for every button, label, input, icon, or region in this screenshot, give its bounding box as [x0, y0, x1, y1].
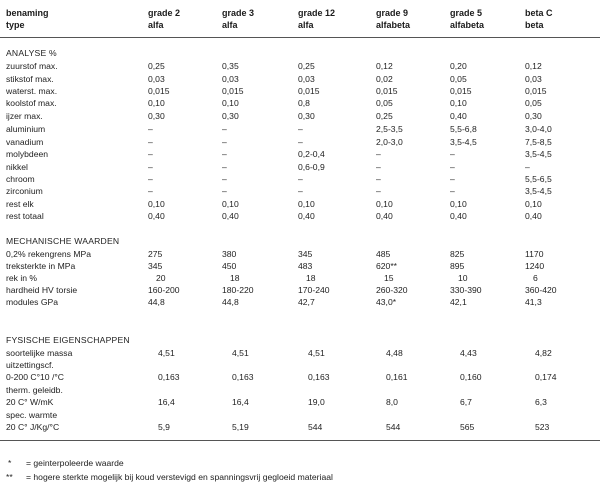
value-cell: –	[222, 174, 227, 184]
value-cell: 275	[148, 249, 163, 259]
row-label: nikkel	[6, 162, 28, 172]
value-cell: 523	[535, 422, 550, 432]
value-cell: 345	[148, 261, 163, 271]
value-cell: 0,10	[148, 199, 165, 209]
value-cell: 345	[298, 249, 313, 259]
row-label: hardheid HV torsie	[6, 285, 78, 295]
value-cell: 2,0-3,0	[376, 137, 403, 147]
value-cell: 0,174	[535, 372, 557, 382]
value-cell: 0,10	[222, 199, 239, 209]
value-cell: –	[450, 186, 455, 196]
value-cell: 0,20	[450, 61, 467, 71]
value-cell: 450	[222, 261, 237, 271]
footnote-mark: **	[6, 472, 13, 482]
value-cell: 18	[306, 273, 316, 283]
value-cell: 16,4	[232, 397, 249, 407]
value-cell: 4,51	[308, 348, 325, 358]
value-cell: 5,5-6,5	[525, 174, 552, 184]
value-cell: 160-200	[148, 285, 180, 295]
value-cell: 16,4	[158, 397, 175, 407]
value-cell: –	[148, 162, 153, 172]
value-cell: –	[148, 174, 153, 184]
value-cell: 0,40	[525, 211, 542, 221]
value-cell: 380	[222, 249, 237, 259]
row-label: soortelijke massa	[6, 348, 73, 358]
value-cell: 0,25	[376, 111, 393, 121]
value-cell: 0,10	[525, 199, 542, 209]
value-cell: 0,163	[158, 372, 180, 382]
value-cell: 544	[386, 422, 401, 432]
row-label: rest elk	[6, 199, 34, 209]
value-cell: 0,160	[460, 372, 482, 382]
header-divider	[0, 37, 600, 38]
section-title: ANALYSE %	[6, 48, 57, 58]
column-type: alfabeta	[376, 20, 411, 30]
row-label: aluminium	[6, 124, 46, 134]
value-cell: 44,8	[222, 297, 239, 307]
value-cell: –	[376, 174, 381, 184]
value-cell: 0,02	[376, 74, 393, 84]
value-cell: 483	[298, 261, 313, 271]
value-cell: 0,30	[525, 111, 542, 121]
column-type: alfa	[298, 20, 314, 30]
value-cell: 544	[308, 422, 323, 432]
value-cell: –	[222, 137, 227, 147]
value-cell: 4,48	[386, 348, 403, 358]
value-cell: 0,015	[222, 86, 244, 96]
value-cell: 0,40	[298, 211, 315, 221]
row-label: 0,2% rekengrens MPa	[6, 249, 92, 259]
value-cell: –	[148, 186, 153, 196]
column-grade: grade 9	[376, 8, 409, 18]
row-label: stikstof max.	[6, 74, 54, 84]
row-label: modules GPa	[6, 297, 59, 307]
row-label: rest totaal	[6, 211, 44, 221]
value-cell: 5,5-6,8	[450, 124, 477, 134]
value-cell: –	[450, 174, 455, 184]
value-cell: 0,30	[148, 111, 165, 121]
value-cell: 0,10	[450, 199, 467, 209]
value-cell: 4,51	[232, 348, 249, 358]
value-cell: 170-240	[298, 285, 330, 295]
header-label-name: benaming	[6, 8, 49, 18]
row-label: molybdeen	[6, 149, 49, 159]
value-cell: 43,0*	[376, 297, 397, 307]
row-label: ijzer max.	[6, 111, 43, 121]
value-cell: –	[148, 137, 153, 147]
value-cell: 3,0-4,0	[525, 124, 552, 134]
value-cell: 260-320	[376, 285, 408, 295]
footnote-text: = geinterpoleerde waarde	[26, 458, 124, 468]
header-label-type: type	[6, 20, 25, 30]
value-cell: 7,5-8,5	[525, 137, 552, 147]
value-cell: 895	[450, 261, 465, 271]
footnote-mark: *	[8, 458, 12, 468]
value-cell: 0,015	[298, 86, 320, 96]
value-cell: 0,03	[148, 74, 165, 84]
value-cell: 6,3	[535, 397, 547, 407]
value-cell: 0,03	[298, 74, 315, 84]
value-cell: 41,3	[525, 297, 542, 307]
row-label: uitzettingscf.	[6, 360, 54, 370]
value-cell: –	[222, 124, 227, 134]
value-cell: –	[376, 162, 381, 172]
value-cell: 0,12	[525, 61, 542, 71]
value-cell: 0,03	[222, 74, 239, 84]
value-cell: –	[298, 174, 303, 184]
value-cell: –	[222, 162, 227, 172]
value-cell: 1240	[525, 261, 545, 271]
value-cell: 42,7	[298, 297, 315, 307]
row-label: rek in %	[6, 273, 38, 283]
value-cell: –	[450, 162, 455, 172]
column-grade: grade 12	[298, 8, 336, 18]
row-label: zuurstof max.	[6, 61, 58, 71]
value-cell: 0,05	[376, 98, 393, 108]
row-label: chroom	[6, 174, 35, 184]
section-title: MECHANISCHE WAARDEN	[6, 236, 120, 246]
value-cell: 330-390	[450, 285, 482, 295]
value-cell: 2,5-3,5	[376, 124, 403, 134]
value-cell: 0,10	[298, 199, 315, 209]
value-cell: 0,10	[148, 98, 165, 108]
value-cell: 3,5-4,5	[525, 149, 552, 159]
value-cell: –	[222, 149, 227, 159]
value-cell: 0,30	[298, 111, 315, 121]
value-cell: –	[148, 149, 153, 159]
value-cell: 20	[156, 273, 166, 283]
value-cell: 825	[450, 249, 465, 259]
value-cell: 620**	[376, 261, 398, 271]
value-cell: 0,015	[148, 86, 170, 96]
value-cell: 0,40	[450, 111, 467, 121]
value-cell: 19,0	[308, 397, 325, 407]
value-cell: 0,2-0,4	[298, 149, 325, 159]
section-title: FYSISCHE EIGENSCHAPPEN	[6, 335, 130, 345]
value-cell: 42,1	[450, 297, 467, 307]
value-cell: 0,40	[222, 211, 239, 221]
row-label: koolstof max.	[6, 98, 57, 108]
value-cell: 1170	[525, 249, 544, 259]
value-cell: –	[376, 149, 381, 159]
value-cell: 0,03	[525, 74, 542, 84]
value-cell: 4,43	[460, 348, 477, 358]
value-cell: 5,19	[232, 422, 249, 432]
column-grade: grade 2	[148, 8, 181, 18]
value-cell: 0,015	[376, 86, 398, 96]
value-cell: –	[525, 162, 530, 172]
row-label: spec. warmte	[6, 410, 58, 420]
value-cell: –	[450, 149, 455, 159]
value-cell: 0,10	[450, 98, 467, 108]
value-cell: 0,35	[222, 61, 239, 71]
column-type: alfabeta	[450, 20, 485, 30]
row-label: 0-200 C°10 /°C	[6, 372, 64, 382]
value-cell: 3,5-4,5	[450, 137, 477, 147]
value-cell: 0,30	[222, 111, 239, 121]
value-cell: –	[148, 124, 153, 134]
value-cell: 18	[230, 273, 240, 283]
value-cell: 0,6-0,9	[298, 162, 325, 172]
row-label: therm. geleidb.	[6, 385, 63, 395]
column-type: beta	[525, 20, 544, 30]
row-label: zirconium	[6, 186, 43, 196]
value-cell: 3,5-4,5	[525, 186, 552, 196]
column-grade: grade 3	[222, 8, 255, 18]
value-cell: 4,51	[158, 348, 175, 358]
value-cell: 0,40	[450, 211, 467, 221]
value-cell: 0,12	[376, 61, 393, 71]
value-cell: 0,25	[298, 61, 315, 71]
value-cell: 6	[533, 273, 538, 283]
value-cell: 565	[460, 422, 475, 432]
row-label: 20 C° J/Kg/°C	[6, 422, 60, 432]
row-label: treksterkte in MPa	[6, 261, 76, 271]
value-cell: 0,163	[308, 372, 330, 382]
column-type: alfa	[222, 20, 238, 30]
value-cell: 44,8	[148, 297, 165, 307]
value-cell: 485	[376, 249, 391, 259]
value-cell: 0,10	[222, 98, 239, 108]
footer-divider	[0, 440, 600, 441]
value-cell: 0,8	[298, 98, 310, 108]
value-cell: 10	[458, 273, 468, 283]
value-cell: 15	[384, 273, 394, 283]
value-cell: –	[376, 186, 381, 196]
value-cell: 0,40	[376, 211, 393, 221]
value-cell: –	[298, 186, 303, 196]
value-cell: 0,05	[525, 98, 542, 108]
column-grade: grade 5	[450, 8, 483, 18]
value-cell: 6,7	[460, 397, 472, 407]
value-cell: 180-220	[222, 285, 254, 295]
value-cell: –	[298, 124, 303, 134]
footnote-text: = hogere sterkte mogelijk bij koud verstevigd en spanningsvrij gegloeid materiaal	[26, 472, 333, 482]
row-label: waterst. max.	[6, 86, 58, 96]
value-cell: 0,40	[148, 211, 165, 221]
value-cell: 5,9	[158, 422, 170, 432]
value-cell: 4,82	[535, 348, 552, 358]
value-cell: 0,25	[148, 61, 165, 71]
value-cell: 0,015	[450, 86, 472, 96]
value-cell: –	[222, 186, 227, 196]
value-cell: 0,161	[386, 372, 408, 382]
value-cell: –	[298, 137, 303, 147]
column-type: alfa	[148, 20, 164, 30]
value-cell: 0,10	[376, 199, 393, 209]
value-cell: 360-420	[525, 285, 557, 295]
row-label: 20 C° W/mK	[6, 397, 54, 407]
value-cell: 0,015	[525, 86, 547, 96]
value-cell: 0,163	[232, 372, 254, 382]
value-cell: 8,0	[386, 397, 398, 407]
value-cell: 0,05	[450, 74, 467, 84]
row-label: vanadium	[6, 137, 44, 147]
column-grade: beta C	[525, 8, 553, 18]
